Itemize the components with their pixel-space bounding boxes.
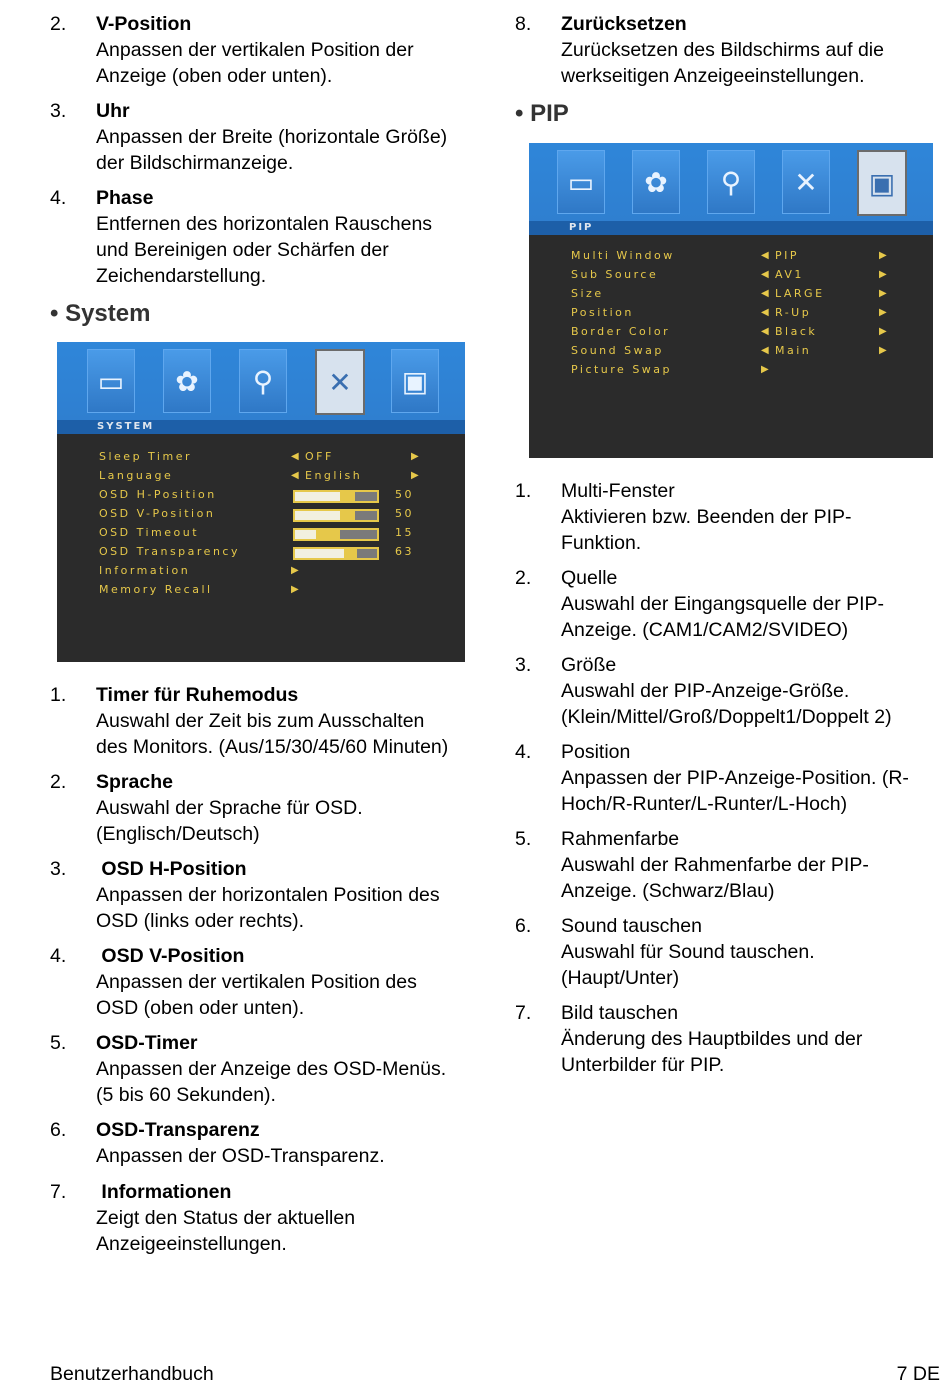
pip-icon: ▣ [857, 150, 907, 216]
osd-row [57, 524, 465, 542]
osd-row [529, 323, 933, 341]
osd-row [57, 581, 465, 599]
item-title: Position [561, 741, 631, 763]
item-number: 7. [50, 1181, 67, 1203]
item-text: OSD (oben oder unten). [96, 997, 305, 1019]
item-title: Zurücksetzen [561, 13, 687, 35]
section-heading-pip: • PIP [515, 100, 569, 127]
item-text: Änderung des Hauptbildes und der [561, 1028, 863, 1050]
osd-row [529, 361, 933, 379]
item-text: Anpassen der horizontalen Position des [96, 884, 440, 906]
left-arrow-icon: ◀ [291, 470, 302, 481]
osd-title: SYSTEM [57, 420, 465, 434]
item-text: Zurücksetzen des Bildschirms auf die [561, 39, 884, 61]
right-arrow-icon: ▶ [761, 364, 772, 375]
color-icon: ✿ [632, 150, 680, 214]
item-title: Rahmenfarbe [561, 828, 680, 850]
footer-title: Benutzerhandbuch [50, 1363, 214, 1385]
magnifier-icon: ⚲ [707, 150, 755, 214]
osd-icon-bar [57, 342, 465, 420]
item-number: 7. [515, 1002, 532, 1024]
item-text: Anzeige. (Schwarz/Blau) [561, 880, 775, 902]
color-icon: ✿ [163, 349, 211, 413]
tools-icon: ✕ [315, 349, 365, 415]
right-arrow-icon: ▶ [879, 288, 890, 299]
tools-icon: ✕ [782, 150, 830, 214]
osd-row-label: Language [99, 469, 174, 482]
right-arrow-icon: ▶ [411, 470, 422, 481]
item-text: Hoch/R-Runter/L-Runter/L-Hoch) [561, 793, 848, 815]
left-arrow-icon: ◀ [761, 269, 772, 280]
osd-row-value: OFF [305, 450, 334, 463]
item-title: Phase [96, 187, 154, 209]
item-title: Quelle [561, 567, 618, 589]
item-number: 6. [50, 1119, 67, 1141]
right-arrow-icon: ▶ [879, 269, 890, 280]
osd-level-bar [293, 490, 379, 503]
item-title: V-Position [96, 13, 192, 35]
item-number: 3. [50, 100, 67, 122]
osd-row-value: Main [775, 344, 812, 357]
osd-row-value: 15 [395, 526, 414, 539]
osd-level-bar [293, 528, 379, 541]
osd-row-label: Picture Swap [571, 363, 673, 376]
item-title: Multi-Fenster [561, 480, 675, 502]
osd-row-label: Memory Recall [99, 583, 213, 596]
item-title: Bild tauschen [561, 1002, 679, 1024]
item-text: Auswahl der Sprache für OSD. [96, 797, 363, 819]
osd-row [57, 505, 465, 523]
right-arrow-icon: ▶ [879, 345, 890, 356]
item-text: Auswahl der PIP-Anzeige-Größe. [561, 680, 850, 702]
item-number: 2. [50, 13, 67, 35]
item-text: werkseitigen Anzeigeeinstellungen. [561, 65, 865, 87]
monitor-icon: ▭ [557, 150, 605, 214]
osd-row-value: LARGE [775, 287, 825, 300]
right-arrow-icon: ▶ [879, 326, 890, 337]
pip-osd-menu [529, 143, 933, 458]
item-text: Anpassen der OSD-Transparenz. [96, 1145, 385, 1167]
item-text: Unterbilder für PIP. [561, 1054, 725, 1076]
osd-row [57, 562, 465, 580]
osd-row-label: Size [571, 287, 604, 300]
osd-row-label: OSD Timeout [99, 526, 200, 539]
item-title: Sprache [96, 771, 173, 793]
item-number: 8. [515, 13, 532, 35]
osd-row-value: 50 [395, 507, 414, 520]
item-title: Timer für Ruhemodus [96, 684, 299, 706]
item-title: Informationen [96, 1181, 232, 1203]
right-arrow-icon: ▶ [291, 584, 302, 595]
item-text: und Bereinigen oder Schärfen der [96, 239, 389, 261]
left-arrow-icon: ◀ [291, 451, 302, 462]
right-arrow-icon: ▶ [411, 451, 422, 462]
osd-icon-bar [529, 143, 933, 221]
osd-level-bar [293, 509, 379, 522]
item-text: (Haupt/Unter) [561, 967, 680, 989]
item-text: Anzeigeeinstellungen. [96, 1233, 287, 1255]
left-arrow-icon: ◀ [761, 345, 772, 356]
item-title: OSD V-Position [96, 945, 245, 967]
osd-row [529, 266, 933, 284]
item-text: Anpassen der PIP-Anzeige-Position. (R- [561, 767, 909, 789]
osd-level-bar [293, 547, 379, 560]
item-text: (Klein/Mittel/Groß/Doppelt1/Doppelt 2) [561, 706, 892, 728]
osd-row [529, 342, 933, 360]
osd-row-label: OSD V-Position [99, 507, 216, 520]
osd-row-label: OSD Transparency [99, 545, 240, 558]
item-number: 1. [50, 684, 67, 706]
left-arrow-icon: ◀ [761, 326, 772, 337]
osd-row-label: OSD H-Position [99, 488, 217, 501]
osd-row-label: Border Color [571, 325, 671, 338]
osd-row [529, 304, 933, 322]
osd-row [57, 448, 465, 466]
item-text: des Monitors. (Aus/15/30/45/60 Minuten) [96, 736, 449, 758]
item-title: Uhr [96, 100, 130, 122]
right-arrow-icon: ▶ [879, 307, 890, 318]
item-text: Entfernen des horizontalen Rauschens [96, 213, 433, 235]
item-number: 2. [515, 567, 532, 589]
osd-row-value: PIP [775, 249, 800, 262]
item-text: Anpassen der Anzeige des OSD-Menüs. [96, 1058, 447, 1080]
right-arrow-icon: ▶ [879, 250, 890, 261]
item-text: (Englisch/Deutsch) [96, 823, 260, 845]
item-number: 3. [50, 858, 67, 880]
osd-row [529, 285, 933, 303]
item-number: 3. [515, 654, 532, 676]
item-title: OSD-Transparenz [96, 1119, 260, 1141]
item-text: OSD (links oder rechts). [96, 910, 305, 932]
item-number: 6. [515, 915, 532, 937]
osd-title: PIP [529, 221, 933, 235]
item-text: Zeichendarstellung. [96, 265, 267, 287]
item-number: 1. [515, 480, 532, 502]
item-text: Funktion. [561, 532, 642, 554]
left-arrow-icon: ◀ [761, 307, 772, 318]
left-arrow-icon: ◀ [761, 250, 772, 261]
item-text: Auswahl für Sound tauschen. [561, 941, 815, 963]
item-number: 4. [50, 945, 67, 967]
osd-row [529, 247, 933, 265]
item-text: Auswahl der Rahmenfarbe der PIP- [561, 854, 869, 876]
system-osd-menu [57, 342, 465, 662]
left-arrow-icon: ◀ [761, 288, 772, 299]
osd-row-value: English [305, 469, 363, 482]
magnifier-icon: ⚲ [239, 349, 287, 413]
item-title: OSD H-Position [96, 858, 247, 880]
item-text: Zeigt den Status der aktuellen [96, 1207, 356, 1229]
item-text: Anzeige (oben oder unten). [96, 65, 333, 87]
page-number: 7 DE [896, 1363, 940, 1385]
item-text: Auswahl der Eingangsquelle der PIP- [561, 593, 885, 615]
osd-row [57, 543, 465, 561]
item-title: Größe [561, 654, 617, 676]
osd-row-label: Position [571, 306, 634, 319]
osd-row [57, 486, 465, 504]
item-text: der Bildschirmanzeige. [96, 152, 294, 174]
osd-row-value: AV1 [775, 268, 804, 281]
item-text: Anpassen der vertikalen Position der [96, 39, 414, 61]
item-number: 5. [50, 1032, 67, 1054]
right-arrow-icon: ▶ [291, 565, 302, 576]
osd-row-label: Information [99, 564, 191, 577]
osd-row-value: 50 [395, 488, 414, 501]
section-heading-system: • System [50, 300, 151, 327]
item-title: OSD-Timer [96, 1032, 198, 1054]
item-text: (5 bis 60 Sekunden). [96, 1084, 276, 1106]
item-text: Aktivieren bzw. Beenden der PIP- [561, 506, 852, 528]
item-number: 4. [50, 187, 67, 209]
osd-row-value: R-Up [775, 306, 812, 319]
item-number: 5. [515, 828, 532, 850]
item-text: Anzeige. (CAM1/CAM2/SVIDEO) [561, 619, 849, 641]
monitor-icon: ▭ [87, 349, 135, 413]
osd-row-label: Sleep Timer [99, 450, 192, 463]
osd-row-value: Black [775, 325, 818, 338]
osd-row [57, 467, 465, 485]
osd-row-value: 63 [395, 545, 414, 558]
item-text: Anpassen der vertikalen Position des [96, 971, 417, 993]
item-number: 4. [515, 741, 532, 763]
osd-row-label: Sub Source [571, 268, 659, 281]
osd-row-label: Multi Window [571, 249, 675, 262]
item-number: 2. [50, 771, 67, 793]
item-text: Auswahl der Zeit bis zum Ausschalten [96, 710, 425, 732]
pip-icon: ▣ [391, 349, 439, 413]
item-text: Anpassen der Breite (horizontale Größe) [96, 126, 448, 148]
item-title: Sound tauschen [561, 915, 702, 937]
osd-row-label: Sound Swap [571, 344, 664, 357]
